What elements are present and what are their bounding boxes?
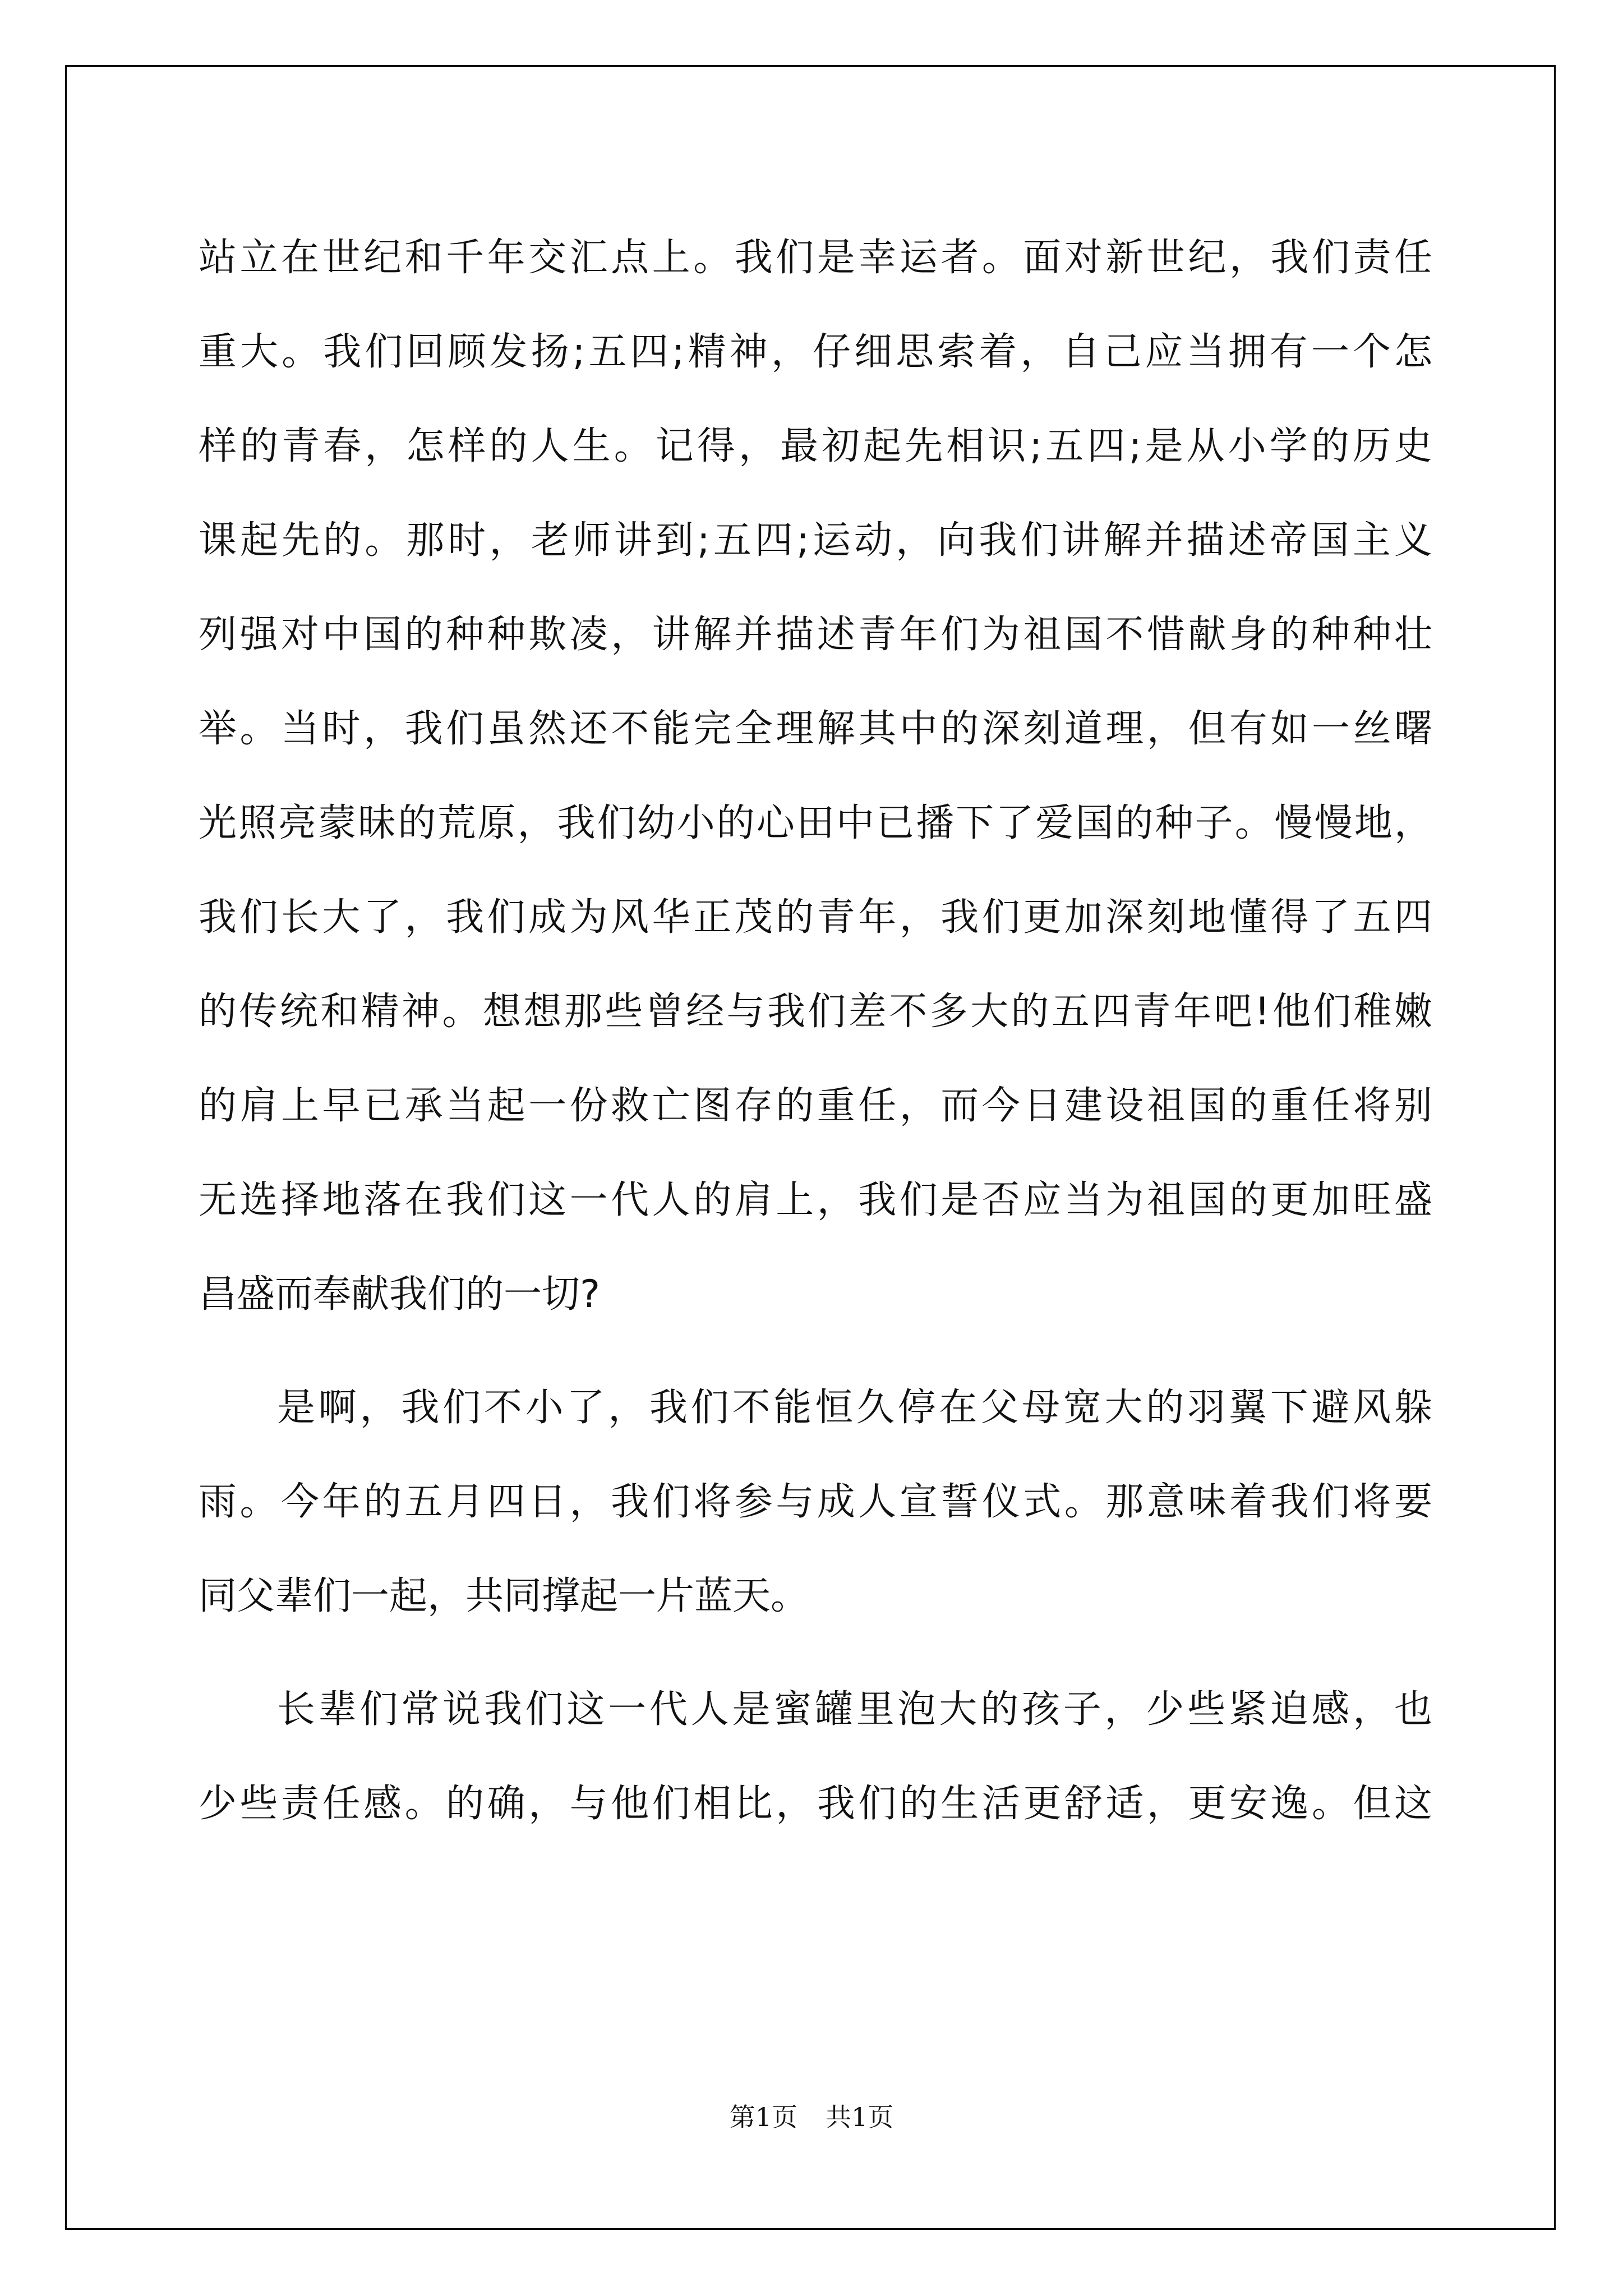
- page-number-total: 共1页: [826, 2102, 894, 2132]
- paragraph-2: [199, 1361, 1432, 1644]
- text-line: 无选择地落在我们这一代人的肩上，我们是否应当为祖国的更加旺盛: [199, 1178, 1432, 1222]
- text-line: 重大。我们回顾发扬;五四;精神，仔细思索着，自己应当拥有一个怎: [199, 330, 1432, 374]
- text-line: 同父辈们一起，共同撑起一片蓝天。: [199, 1574, 809, 1618]
- text-line: 少些责任感。的确，与他们相比，我们的生活更舒适，更安逸。但这: [199, 1782, 1432, 1826]
- text-line: 雨。今年的五月四日，我们将参与成人宣誓仪式。那意味着我们将要: [199, 1480, 1432, 1524]
- text-line: 昌盛而奉献我们的一切?: [199, 1272, 601, 1317]
- text-line: 的传统和精神。想想那些曾经与我们差不多大的五四青年吧!他们稚嫩: [199, 990, 1432, 1034]
- text-line: 光照亮蒙昧的荒原，我们幼小的心田中已播下了爱国的种子。慢慢地，: [199, 801, 1432, 845]
- text-line: 站立在世纪和千年交汇点上。我们是幸运者。面对新世纪，我们责任: [199, 236, 1432, 280]
- document-body: [199, 211, 1432, 1870]
- text-line: 我们长大了，我们成为风华正茂的青年，我们更加深刻地懂得了五四: [199, 895, 1432, 940]
- page-number-current: 第1页: [729, 2102, 797, 2132]
- paragraph-1: [199, 211, 1432, 1342]
- text-line: 样的青春，怎样的人生。记得，最初起先相识;五四;是从小学的历史: [199, 424, 1432, 468]
- text-line: 是啊，我们不小了，我们不能恒久停在父母宽大的羽翼下避风躲: [277, 1386, 1432, 1430]
- text-line: 举。当时，我们虽然还不能完全理解其中的深刻道理，但有如一丝曙: [199, 707, 1432, 751]
- page-footer: [0, 2097, 1623, 2134]
- paragraph-3: [199, 1663, 1432, 1851]
- text-line: 列强对中国的种种欺凌，讲解并描述青年们为祖国不惜献身的种种壮: [199, 613, 1432, 657]
- text-line: 长辈们常说我们这一代人是蜜罐里泡大的孩子，少些紧迫感，也: [277, 1687, 1432, 1732]
- text-line: 的肩上早已承当起一份救亡图存的重任，而今日建设祖国的重任将别: [199, 1084, 1432, 1128]
- text-line: 课起先的。那时，老师讲到;五四;运动，向我们讲解并描述帝国主义: [199, 518, 1432, 563]
